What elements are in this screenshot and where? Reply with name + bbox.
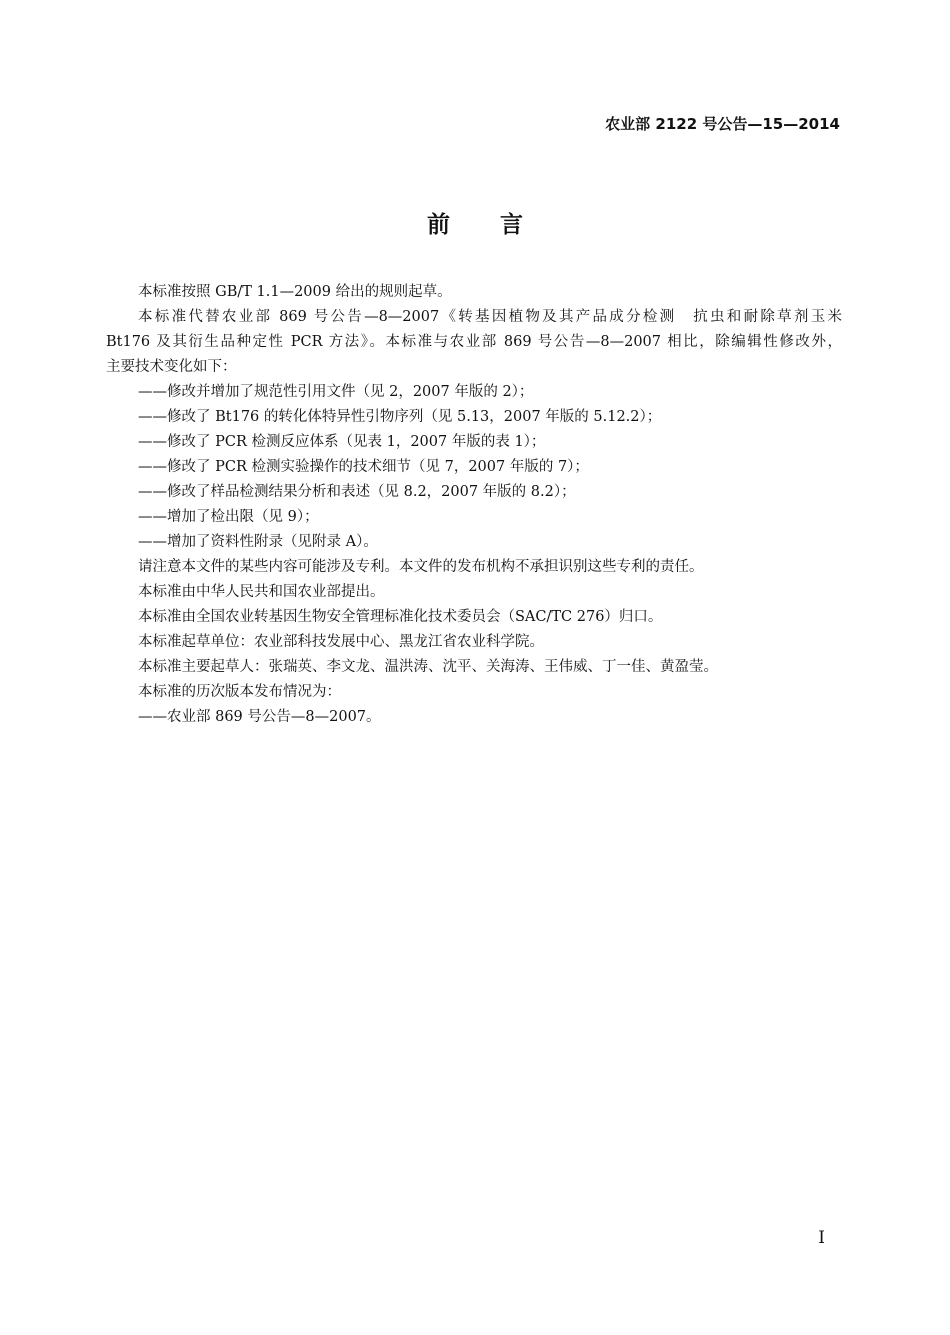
paragraph-drafters: 本标准主要起草人：张瑞英、李文龙、温洪涛、沈平、关海涛、王伟威、丁一佳、黄盈莹。 [138,659,718,675]
document-code: 农业部 2122 号公告—15—2014 [605,115,840,133]
paragraph-replacement-line-1: 本标准代替农业部 869 号公告—8—2007《转基因植物及其产品成分检测 抗虫和耐除草剂玉米 [138,309,842,325]
paragraph-proposer: 本标准由中华人民共和国农业部提出。 [138,584,385,600]
paragraph-patent-notice: 请注意本文件的某些内容可能涉及专利。本文件的发布机构不承担识别这些专利的责任。 [138,559,704,575]
paragraph-drafting-rules: 本标准按照 GB/T 1.1—2009 给出的规则起草。 [138,284,452,300]
change-item: ——增加了资料性附录（见附录 A）。 [138,534,378,550]
history-item: ——农业部 869 号公告—8—2007。 [138,709,381,725]
change-item: ——增加了检出限（见 9）； [138,509,319,525]
page-title [0,206,950,239]
paragraph-centralized: 本标准由全国农业转基因生物安全管理标准化技术委员会（SAC/TC 276）归口。 [138,609,663,625]
title-char-2: 言 [500,212,523,238]
paragraph-replacement-line-3: 主要技术变化如下： [106,359,237,375]
change-item: ——修改了 Bt176 的转化体特异性引物序列（见 5.13，2007 年版的 5.12.2）； [138,409,662,425]
page-number: I [818,1228,825,1248]
change-item: ——修改了 PCR 检测反应体系（见表 1，2007 年版的表 1）； [138,434,546,450]
change-item: ——修改了 PCR 检测实验操作的技术细节（见 7，2007 年版的 7）； [138,459,589,475]
title-char-1: 前 [427,212,450,238]
paragraph-history-intro: 本标准的历次版本发布情况为： [138,684,341,700]
paragraph-drafting-units: 本标准起草单位：农业部科技发展中心、黑龙江省农业科学院。 [138,634,544,650]
change-item: ——修改了样品检测结果分析和表述（见 8.2，2007 年版的 8.2）； [138,484,576,500]
paragraph-replacement-line-2: Bt176 及其衍生品种定性 PCR 方法》。本标准与农业部 869 号公告—8—2007 相比，除编辑性修改外， [106,334,842,350]
foreword-body [106,280,842,730]
change-item: ——修改并增加了规范性引用文件（见 2，2007 年版的 2）； [138,384,534,400]
